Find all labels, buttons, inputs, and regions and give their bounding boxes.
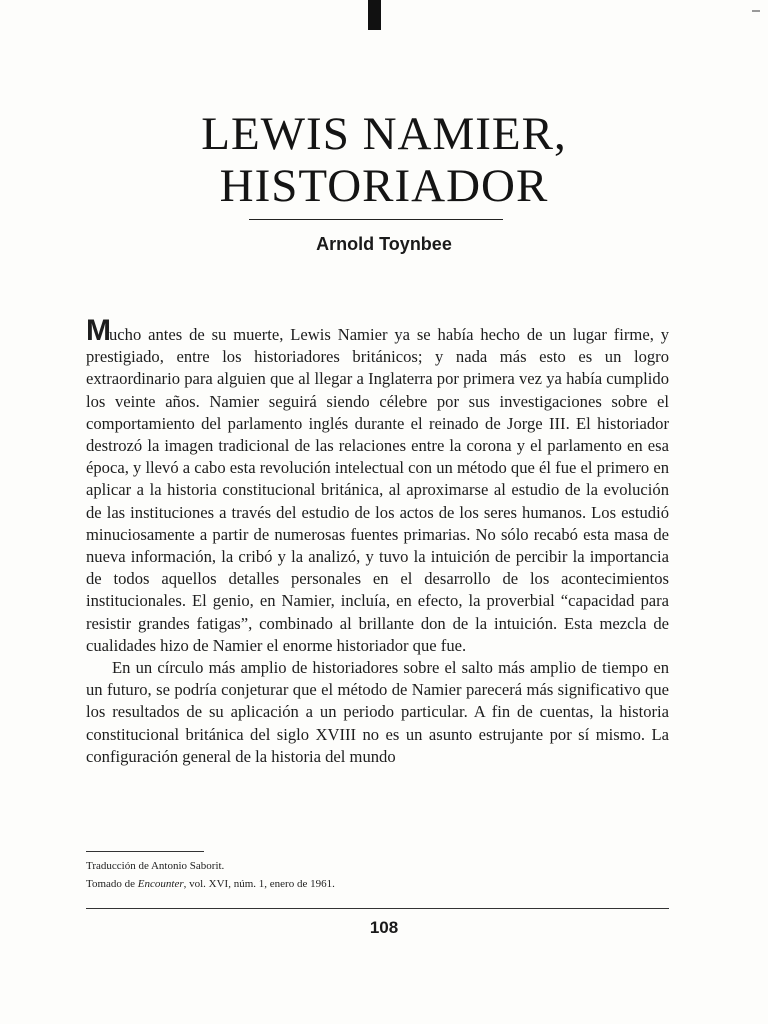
footnotes bbox=[86, 857, 669, 893]
footnote-source-prefix: Tomado de bbox=[86, 878, 138, 890]
header-mark bbox=[368, 0, 381, 30]
paragraph-1-text: ucho antes de su muerte, Lewis Namier ya se había hecho de un lugar firme, y prestigiado, entre los historiadores británicos; y nada más esto es un logro extraordinario para alguien que al llegar a Inglaterra por primera vez ya había cumplido los veinte años. Namier seguirá siendo célebre por sus investigaciones sobre el comportamiento del parlamento inglés durante el reinado de Jorge III. El historiador destrozó la imagen tradicional de las relaciones entre la corona y el parlamento en esa época, y llevó a cabo esta revolución intelectual con un método que él fue el primero en aplicar a la historia constitucional británica, al aproximarse al estudio de la evolución de las instituciones a través del estudio de los actos de los seres humanos. Los estudió minuciosamente a partir de numerosas fuentes primarias. No sólo recabó esta masa de nueva información, la cribó y la analizó, y tuvo la intuición de percibir la importancia de todos aquellos detalles personales en el desarrollo de los acontecimientos institucionales. El genio, en Namier, incluía, en efecto, la proverbial “capacidad para resistir grandes fatigas”, combinado al brillante don de la intuición. Esta mezcla de cualidades hizo de Namier el enorme historiador que fue. bbox=[86, 325, 669, 655]
article-title bbox=[0, 108, 768, 212]
article-author: Arnold Toynbee bbox=[316, 234, 452, 254]
footnote-translation: Traducción de Antonio Saborit. bbox=[86, 860, 225, 872]
drop-cap: M bbox=[86, 314, 109, 347]
paragraph-2: En un círculo más amplio de historiadores sobre el salto más amplio de tiempo en un futuro, se podría conjeturar que el método de Namier parecerá más significativo que los resultados de su aplicación a un periodo particular. A fin de cuentas, la historia constitucional británica del siglo XVIII no es un asunto estrujante por sí mismo. La configuración general de la historia del mundo bbox=[86, 658, 669, 766]
title-line-2: HISTORIADOR bbox=[219, 160, 549, 212]
footnote-source bbox=[86, 875, 669, 893]
footnote-divider bbox=[86, 851, 204, 852]
corner-mark bbox=[752, 10, 760, 12]
footnote-journal: Encounter bbox=[137, 878, 184, 890]
title-divider bbox=[249, 219, 503, 220]
title-line-1: LEWIS NAMIER, bbox=[201, 108, 567, 160]
article-body bbox=[86, 314, 669, 768]
paragraph-1 bbox=[86, 314, 669, 657]
page-number: 108 bbox=[369, 918, 399, 937]
footnote-source-suffix: , vol. XVI, núm. 1, enero de 1961. bbox=[183, 878, 335, 890]
page-footer-divider bbox=[86, 908, 669, 909]
